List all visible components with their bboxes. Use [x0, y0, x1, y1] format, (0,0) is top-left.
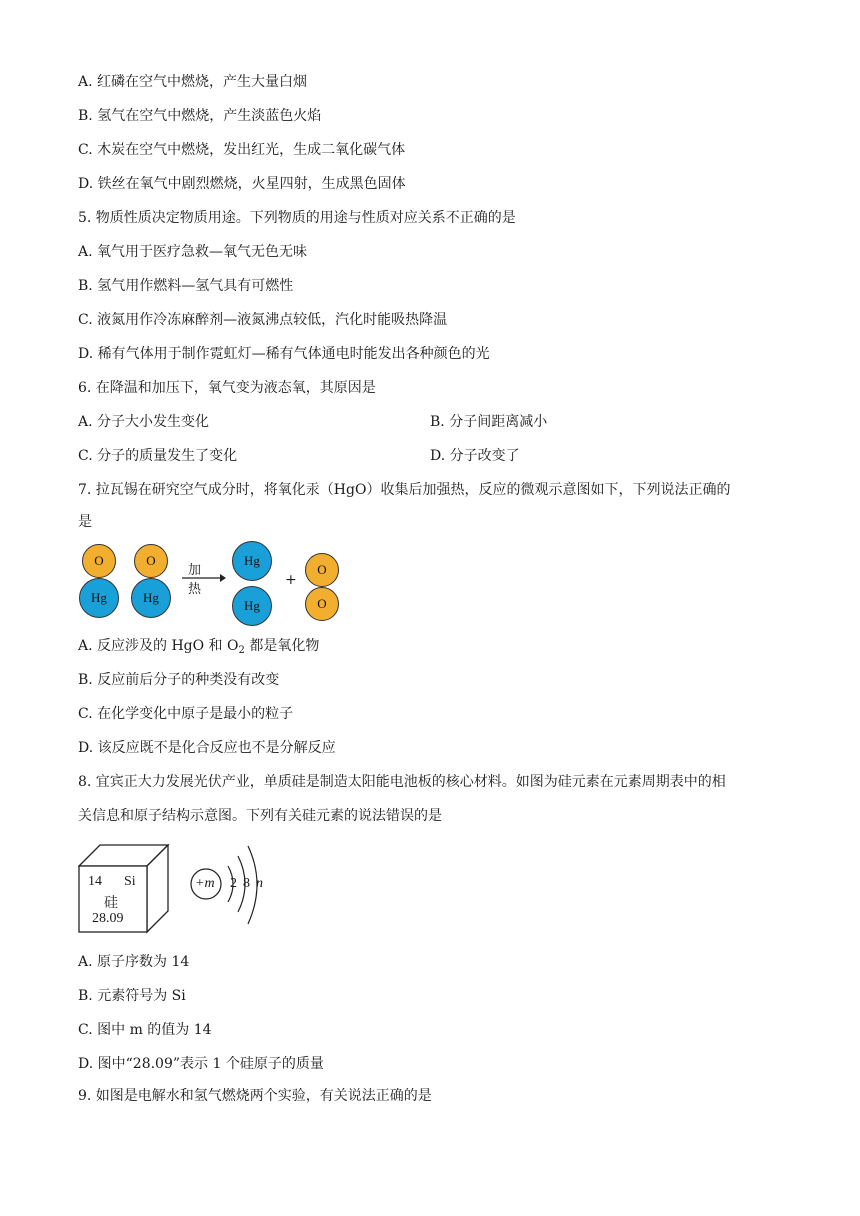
- q7-option-d: D. 该反应既不是化合反应也不是分解反应: [78, 740, 336, 756]
- q5-option-d: D. 稀有气体用于制作霓虹灯—稀有气体通电时能发出各种颜色的光: [78, 346, 490, 362]
- q5-stem: 5. 物质性质决定物质用途。下列物质的用途与性质对应关系不正确的是: [78, 210, 516, 226]
- q8-stem-line2: 关信息和原子结构示意图。下列有关硅元素的说法错误的是: [78, 808, 442, 824]
- oxygen-atom: O: [134, 544, 168, 578]
- q6-option-d: D. 分子改变了: [430, 448, 520, 464]
- q6-option-c: C. 分子的质量发生了变化: [78, 448, 238, 464]
- atomic-mass: 28.09: [92, 911, 124, 926]
- mercury-atom: Hg: [131, 578, 171, 618]
- shell-3-electrons: n: [256, 876, 263, 891]
- q8-option-c: C. 图中 m 的值为 14: [78, 1022, 212, 1038]
- mercury-atom: Hg: [232, 541, 272, 581]
- oxygen-atom: O: [305, 553, 339, 587]
- q6-option-a: A. 分子大小发生变化: [78, 414, 210, 430]
- q6-option-b: B. 分子间距离减小: [430, 414, 548, 430]
- oxygen-atom: O: [82, 544, 116, 578]
- q7-stem-line2: 是: [78, 514, 92, 530]
- plus-sign: +: [285, 572, 297, 588]
- q4-option-d: D. 铁丝在氧气中剧烈燃烧，火星四射，生成黑色固体: [78, 176, 406, 192]
- q4-option-c: C. 木炭在空气中燃烧，发出红光，生成二氧化碳气体: [78, 142, 406, 158]
- heating-label: 加热: [188, 563, 202, 597]
- oxygen-atom: O: [305, 587, 339, 621]
- q5-option-a: A. 氧气用于医疗急救—氧气无色无味: [78, 244, 308, 260]
- q8-option-b: B. 元素符号为 Si: [78, 988, 186, 1004]
- q7-option-b: B. 反应前后分子的种类没有改变: [78, 672, 280, 688]
- q7-option-c: C. 在化学变化中原子是最小的粒子: [78, 706, 294, 722]
- element-name: 硅: [104, 896, 118, 911]
- q7-option-a: A. 反应涉及的 HgO 和 $O_2$ 都是氧化物: [78, 638, 320, 656]
- q4-option-b: B. 氢气在空气中燃烧，产生淡蓝色火焰: [78, 108, 322, 124]
- q6-stem: 6. 在降温和加压下，氧气变为液态氧，其原因是: [78, 380, 376, 396]
- shell-2-electrons: 8: [243, 876, 250, 891]
- q8-option-a: A. 原子序数为 14: [78, 954, 190, 970]
- q5-option-b: B. 氢气用作燃料—氢气具有可燃性: [78, 278, 294, 294]
- q5-option-c: C. 液氮用作冷冻麻醉剂—液氮沸点较低，汽化时能吸热降温: [78, 312, 448, 328]
- reaction-arrow-icon: [182, 572, 226, 584]
- mercury-atom: Hg: [79, 578, 119, 618]
- shell-1-electrons: 2: [230, 876, 237, 891]
- q8-stem-line1: 8. 宜宾正大力发展光伏产业，单质硅是制造太阳能电池板的核心材料。如图为硅元素在元素周期表中的相: [78, 774, 726, 790]
- element-symbol: Si: [124, 874, 136, 889]
- q8-option-d: D. 图中“28.09”表示 1 个硅原子的质量: [78, 1056, 324, 1072]
- q7-stem-line1: 7. 拉瓦锡在研究空气成分时，将氧化汞（HgO）收集后加强热，反应的微观示意图如下，下列说法正确的: [78, 482, 731, 498]
- atomic-number: 14: [88, 874, 102, 889]
- nuclear-charge: +m: [195, 876, 215, 891]
- q9-stem: 9. 如图是电解水和氢气燃烧两个实验，有关说法正确的是: [78, 1088, 432, 1104]
- mercury-atom: Hg: [232, 586, 272, 626]
- q4-option-a: A. 红磷在空气中燃烧，产生大量白烟: [78, 74, 308, 90]
